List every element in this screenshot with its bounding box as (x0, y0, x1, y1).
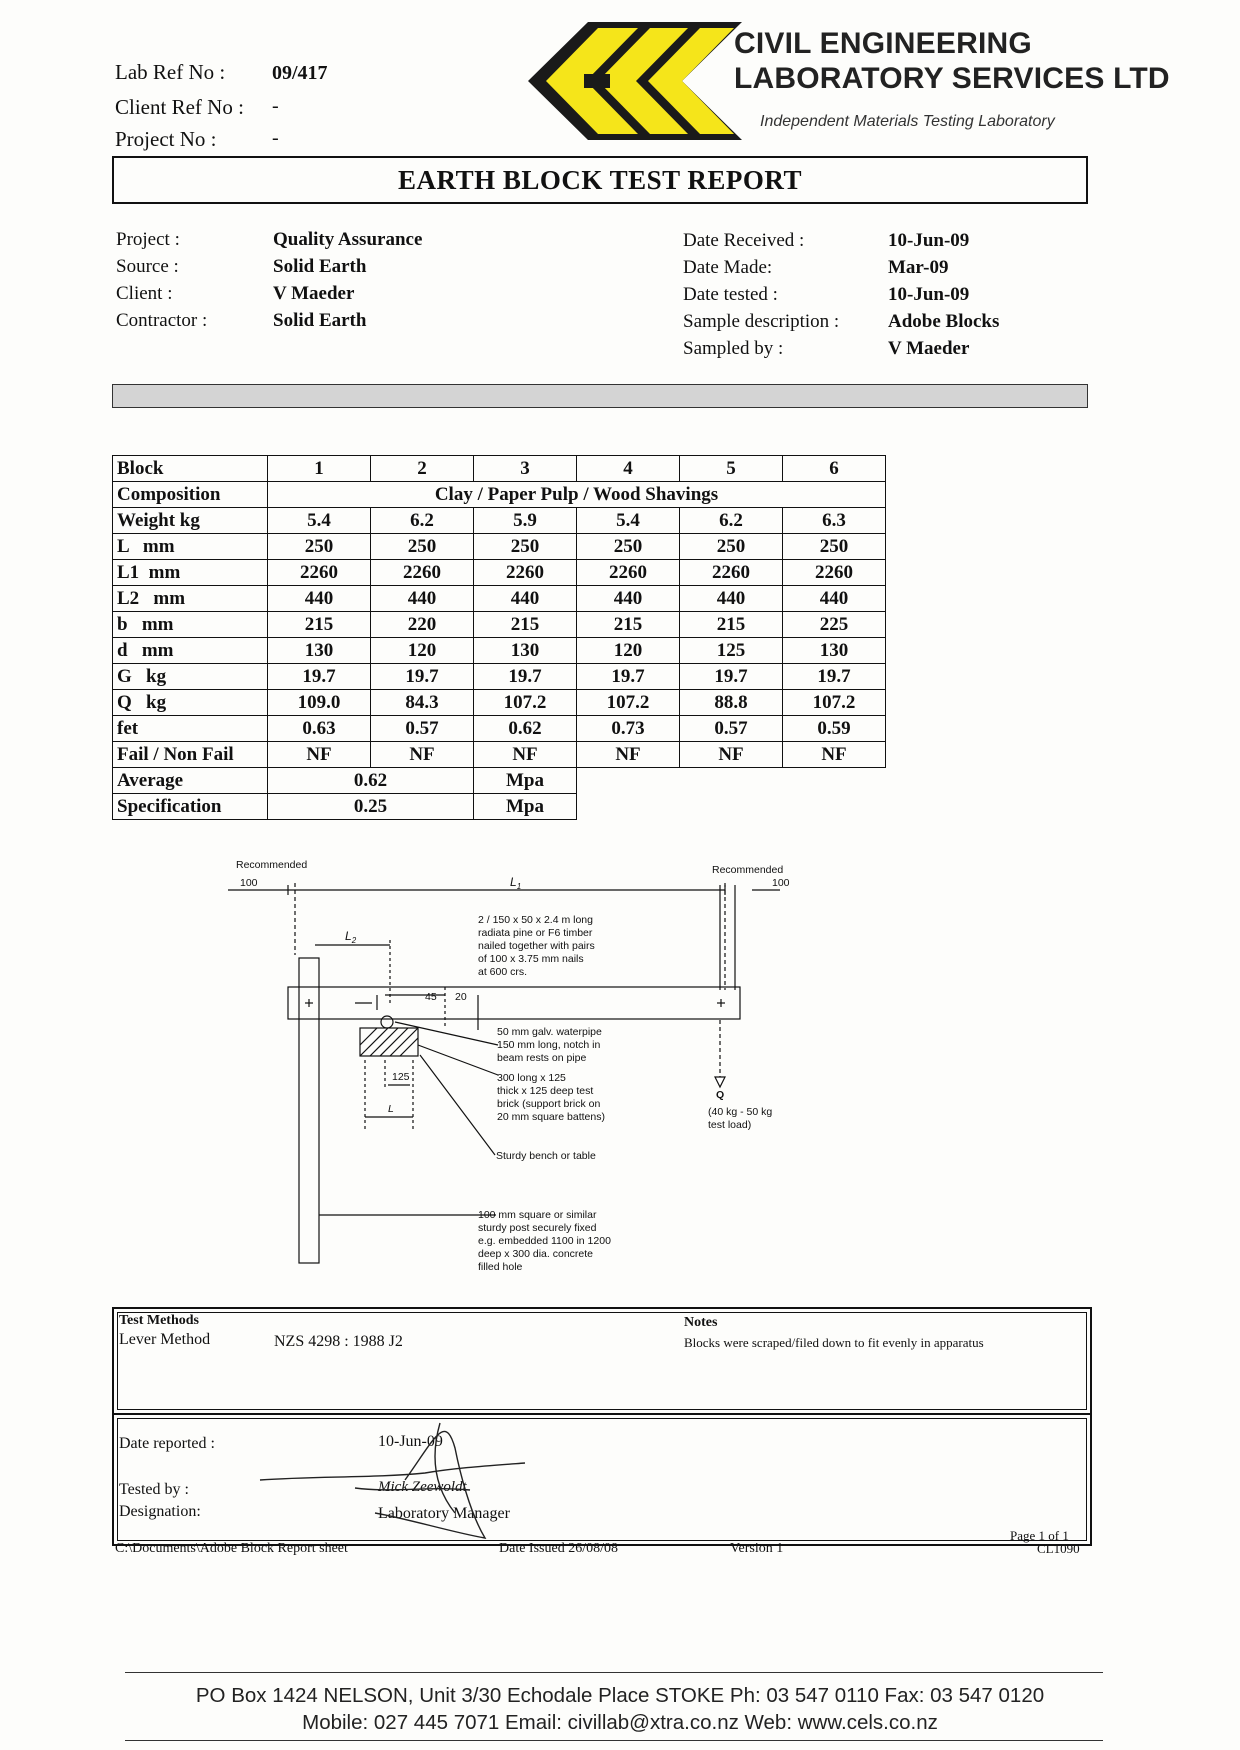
dimension-20: 20 (455, 991, 467, 1003)
q-note-line: (40 kg - 50 kg (708, 1106, 773, 1118)
table-cell: 250 (371, 534, 474, 560)
block-number: 4 (577, 456, 680, 482)
table-cell: 440 (268, 586, 371, 612)
table-cell: 0.73 (577, 716, 680, 742)
table-cell: 2260 (783, 560, 886, 586)
company-logo-icon (528, 22, 742, 140)
table-cell: 220 (371, 612, 474, 638)
footer-top-rule (125, 1672, 1103, 1673)
designation-value: Laboratory Manager (378, 1505, 510, 1522)
note-post-line: sturdy post securely fixed (478, 1222, 597, 1234)
block-number: 5 (680, 456, 783, 482)
sampled-by-value: V Maeder (888, 338, 970, 359)
note-post-line: e.g. embedded 1100 in 1200 (478, 1235, 611, 1247)
table-cell: 2260 (680, 560, 783, 586)
table-cell: 19.7 (268, 664, 371, 690)
source-label: Source : (116, 256, 179, 277)
note-brick-line: 20 mm square battens) (497, 1111, 605, 1123)
table-cell: 6.2 (680, 508, 783, 534)
table-cell: 5.4 (577, 508, 680, 534)
lab-ref-label: Lab Ref No : (115, 60, 226, 84)
table-cell: 440 (680, 586, 783, 612)
table-cell: 250 (783, 534, 886, 560)
note-timber-line: radiata pine or F6 timber (478, 927, 593, 939)
date-received-label: Date Received : (683, 230, 805, 251)
table-cell: 19.7 (371, 664, 474, 690)
block-number: 3 (474, 456, 577, 482)
note-timber-line: at 600 crs. (478, 966, 528, 978)
page-number: Page 1 of 1 (1010, 1528, 1069, 1543)
row-label: G kg (113, 664, 268, 690)
table-cell: 0.62 (474, 716, 577, 742)
project-value: Quality Assurance (273, 229, 423, 250)
client-ref-label: Client Ref No : (115, 95, 244, 119)
table-cell: 440 (474, 586, 577, 612)
date-made-value: Mar-09 (888, 257, 949, 278)
method-label: Lever Method (119, 1331, 211, 1348)
source-value: Solid Earth (273, 256, 367, 277)
table-cell: 250 (577, 534, 680, 560)
row-label: Fail / Non Fail (113, 742, 268, 768)
date-issued: Date Issued 26/08/08 (499, 1541, 618, 1556)
date-received-value: 10-Jun-09 (888, 230, 970, 251)
dimension-45: 45 (425, 991, 437, 1003)
table-cell: NF (474, 742, 577, 768)
q-label: Q (716, 1089, 725, 1101)
table-cell: 0.57 (371, 716, 474, 742)
client-value: V Maeder (273, 283, 355, 304)
empty-cell (577, 794, 886, 820)
sample-description-value: Adobe Blocks (888, 311, 1000, 332)
table-cell: 6.2 (371, 508, 474, 534)
row-label: L1 mm (113, 560, 268, 586)
lever-apparatus-diagram (220, 855, 840, 1290)
note-pipe-line: 150 mm long, notch in (497, 1039, 601, 1051)
svg-text:L1 (510, 875, 521, 891)
table-row (113, 586, 886, 612)
note-post-line: 100 mm square or similar (478, 1209, 597, 1221)
test-methods-heading: Test Methods (119, 1313, 199, 1328)
composition-value: Clay / Paper Pulp / Wood Shavings (268, 482, 886, 508)
table-cell: 215 (680, 612, 783, 638)
table-cell: 19.7 (474, 664, 577, 690)
note-timber-line: 2 / 150 x 50 x 2.4 m long (478, 914, 593, 926)
average-label: Average (113, 768, 268, 794)
row-label: b mm (113, 612, 268, 638)
table-cell: 5.9 (474, 508, 577, 534)
q-note-line: test load) (708, 1119, 752, 1131)
note-post-line: filled hole (478, 1261, 523, 1273)
table-cell: NF (577, 742, 680, 768)
document-code: CL1090 (1037, 1541, 1080, 1556)
table-cell: NF (783, 742, 886, 768)
note-brick-line: brick (support brick on (497, 1098, 601, 1110)
table-row (113, 638, 886, 664)
table-row (113, 664, 886, 690)
table-cell: 215 (577, 612, 680, 638)
report-title-box (112, 156, 1088, 204)
row-label: L mm (113, 534, 268, 560)
table-cell: 107.2 (474, 690, 577, 716)
specification-row (113, 794, 886, 820)
average-unit: Mpa (474, 768, 577, 794)
contact-line2: Mobile: 027 445 7071 Email: civillab@xtra.co.nz Web: www.cels.co.nz (302, 1711, 938, 1734)
header-block-label: Block (113, 456, 268, 482)
table-cell: 440 (577, 586, 680, 612)
l1-subscript: 1 (516, 882, 522, 891)
table-cell: 440 (783, 586, 886, 612)
l2-subscript: 2 (351, 936, 357, 945)
block-number: 1 (268, 456, 371, 482)
tested-by-label: Tested by : (119, 1481, 189, 1498)
table-cell: 250 (474, 534, 577, 560)
project-no-label: Project No : (115, 127, 217, 151)
note-pipe-line: beam rests on pipe (497, 1052, 587, 1064)
table-row (113, 534, 886, 560)
table-row (113, 742, 886, 768)
table-row (113, 508, 886, 534)
table-cell: 2260 (577, 560, 680, 586)
recommended-left-label: Recommended (236, 859, 308, 871)
table-header-row (113, 456, 886, 482)
table-cell: 109.0 (268, 690, 371, 716)
table-cell: 440 (371, 586, 474, 612)
client-label: Client : (116, 283, 173, 304)
company-name-line2: LABORATORY SERVICES LTD (734, 62, 1170, 95)
footer-bottom-rule (125, 1740, 1103, 1741)
document-path: C:\Documents\Adobe Block Report sheet (115, 1541, 348, 1556)
lab-ref-value: 09/417 (272, 62, 328, 84)
specification-value: 0.25 (268, 794, 474, 820)
table-cell: 6.3 (783, 508, 886, 534)
table-cell: 2260 (268, 560, 371, 586)
table-cell: 5.4 (268, 508, 371, 534)
table-cell: NF (371, 742, 474, 768)
note-bench: Sturdy bench or table (496, 1150, 596, 1162)
dimension-125: 125 (392, 1071, 410, 1083)
notes-heading: Notes (684, 1315, 718, 1330)
project-no-value: - (272, 127, 279, 149)
average-row (113, 768, 886, 794)
table-cell: 225 (783, 612, 886, 638)
date-tested-value: 10-Jun-09 (888, 284, 970, 305)
company-name-line1: CIVIL ENGINEERING (734, 27, 1032, 60)
specification-label: Specification (113, 794, 268, 820)
table-cell: 250 (680, 534, 783, 560)
signature-icon (255, 1418, 545, 1548)
contact-line1: PO Box 1424 NELSON, Unit 3/30 Echodale Place STOKE Ph: 03 547 0110 Fax: 03 547 0120 (195, 1684, 1045, 1707)
table-cell: 250 (268, 534, 371, 560)
date-made-label: Date Made: (683, 257, 773, 278)
table-cell: 107.2 (783, 690, 886, 716)
table-row (113, 716, 886, 742)
table-cell: 130 (474, 638, 577, 664)
company-tagline: Independent Materials Testing Laboratory (760, 113, 1055, 130)
row-label: L2 mm (113, 586, 268, 612)
table-cell: 107.2 (577, 690, 680, 716)
notes-value: Blocks were scraped/filed down to fit evenly in apparatus (684, 1335, 984, 1350)
version: Version 1 (730, 1541, 784, 1556)
table-cell: 130 (783, 638, 886, 664)
table-cell: 0.63 (268, 716, 371, 742)
contractor-value: Solid Earth (273, 310, 367, 331)
table-cell: 84.3 (371, 690, 474, 716)
table-cell: 19.7 (783, 664, 886, 690)
test-methods-box (112, 1307, 1092, 1415)
date-reported-label: Date reported : (119, 1435, 215, 1452)
row-label: Q kg (113, 690, 268, 716)
table-cell: 120 (577, 638, 680, 664)
block-number: 2 (371, 456, 474, 482)
table-row (113, 612, 886, 638)
table-cell: NF (680, 742, 783, 768)
table-cell: 0.59 (783, 716, 886, 742)
table-cell: 120 (371, 638, 474, 664)
note-timber-line: nailed together with pairs (478, 940, 595, 952)
section-divider-bar (112, 384, 1088, 408)
dimension-l: L (388, 1103, 394, 1115)
sample-description-label: Sample description : (683, 311, 840, 332)
table-row (113, 690, 886, 716)
table-cell: 125 (680, 638, 783, 664)
note-brick-line: 300 long x 125 (497, 1072, 566, 1084)
row-label: Weight kg (113, 508, 268, 534)
l1-label: L (510, 875, 517, 889)
lab-ref-row (115, 60, 225, 85)
recommended-right-label: Recommended (712, 864, 784, 876)
table-cell: 215 (268, 612, 371, 638)
recommended-right-value: 100 (772, 877, 790, 889)
l2-label: L (345, 929, 352, 943)
row-label: d mm (113, 638, 268, 664)
client-ref-value: - (272, 95, 279, 117)
note-timber-line: of 100 x 3.75 mm nails (478, 953, 584, 965)
specification-unit: Mpa (474, 794, 577, 820)
project-label: Project : (116, 229, 180, 250)
table-cell: NF (268, 742, 371, 768)
table-cell: 130 (268, 638, 371, 664)
table-row (113, 560, 886, 586)
block-number: 6 (783, 456, 886, 482)
average-value: 0.62 (268, 768, 474, 794)
method-value: NZS 4298 : 1988 J2 (274, 1333, 403, 1350)
table-cell: 88.8 (680, 690, 783, 716)
row-label: fet (113, 716, 268, 742)
tested-by-value: Mick Zeewoldt (378, 1479, 467, 1495)
note-post-line: deep x 300 dia. concrete (478, 1248, 593, 1260)
table-cell: 19.7 (577, 664, 680, 690)
date-tested-label: Date tested : (683, 284, 778, 305)
table-cell: 2260 (371, 560, 474, 586)
table-row (113, 482, 886, 508)
designation-label: Designation: (119, 1503, 201, 1520)
test-methods-inner-border (117, 1312, 1087, 1410)
svg-text:L2 (345, 929, 357, 945)
results-table (112, 455, 886, 820)
composition-label: Composition (113, 482, 268, 508)
table-cell: 19.7 (680, 664, 783, 690)
table-cell: 215 (474, 612, 577, 638)
date-reported-value: 10-Jun-09 (378, 1433, 443, 1450)
report-title: EARTH BLOCK TEST REPORT (398, 164, 802, 195)
empty-cell (577, 768, 886, 794)
note-brick-line: thick x 125 deep test (497, 1085, 594, 1097)
sampled-by-label: Sampled by : (683, 338, 784, 359)
table-cell: 2260 (474, 560, 577, 586)
table-cell: 0.57 (680, 716, 783, 742)
contractor-label: Contractor : (116, 310, 208, 331)
recommended-left-value: 100 (240, 877, 258, 889)
note-pipe-line: 50 mm galv. waterpipe (497, 1026, 602, 1038)
